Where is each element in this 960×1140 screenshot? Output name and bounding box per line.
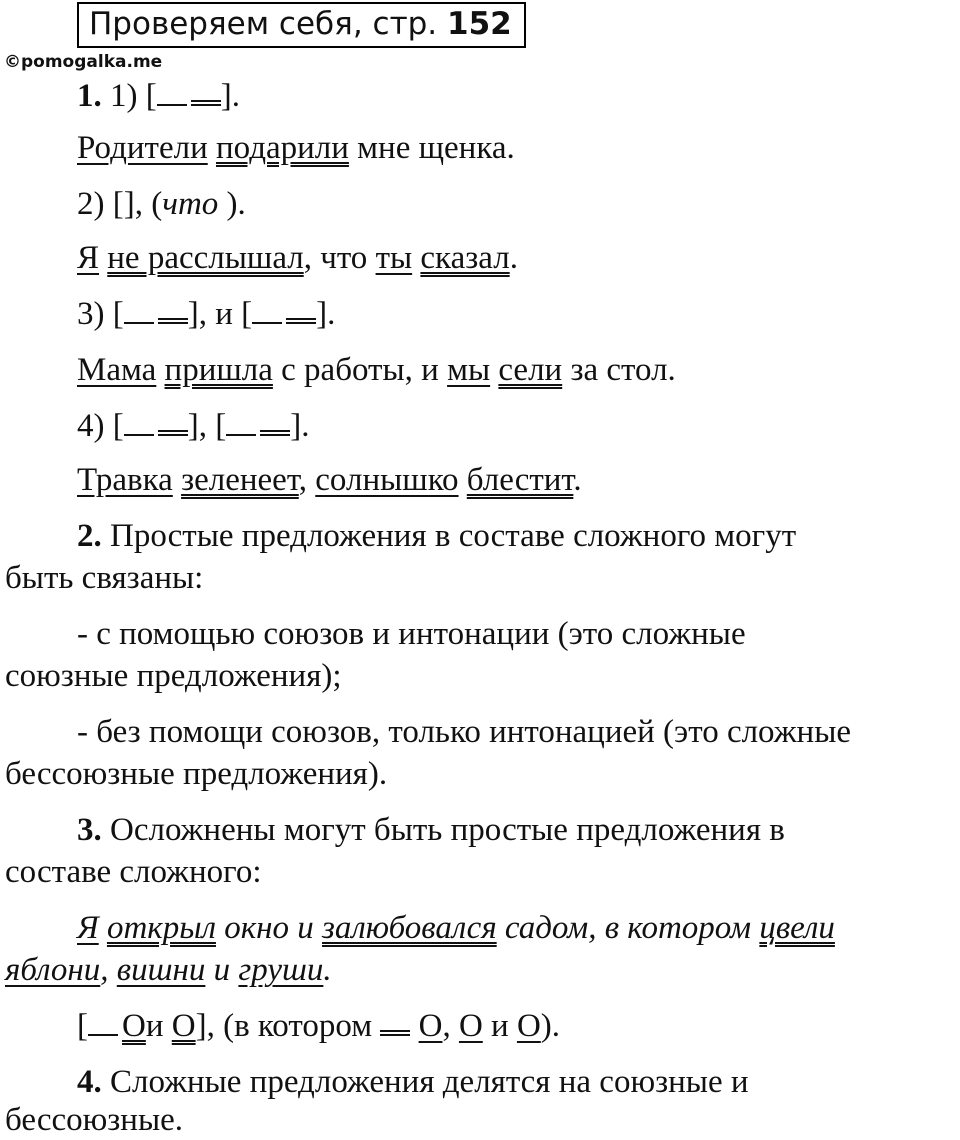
subject-mark [124, 296, 154, 324]
example-text: и [205, 952, 239, 988]
example-text: . [323, 952, 332, 988]
q1-scheme-2 [0, 184, 960, 224]
predicate-mark [158, 294, 188, 324]
subject-word: Родители [77, 130, 208, 166]
q2-bullet-2-line-1: - без помощи союзов, только интонацией (это сложные [77, 714, 852, 750]
predicate-mark [158, 406, 188, 436]
q1-sentence-1 [0, 128, 960, 168]
scheme-label: 1) [ [110, 78, 157, 114]
predicate-word: блестит [466, 462, 574, 498]
example-text: садом, в котором [496, 910, 760, 946]
section-title [77, 2, 526, 48]
predicate-mark [286, 294, 316, 324]
title-page: 152 [447, 6, 512, 42]
subject-word: груши [238, 952, 324, 988]
q2-number: 2. [77, 518, 102, 554]
q1-sentence-2 [0, 238, 960, 278]
subject-mark [157, 78, 187, 106]
q1-number: 1. [77, 78, 102, 114]
predicate-mark: О [122, 1008, 146, 1044]
scheme-text: [ [77, 1008, 88, 1044]
scheme-label: 3) [ [77, 296, 124, 332]
predicate-word: не расслышал [107, 240, 304, 276]
example-text: , [100, 952, 117, 988]
predicate-word: сели [498, 352, 563, 388]
q2-bullet-1-line-2: союзные предложения); [5, 658, 342, 694]
q2-bullet-2-line-2: бессоюзные предложения). [5, 756, 388, 792]
scheme-text: , [442, 1008, 459, 1044]
subject-mark: О [458, 1008, 483, 1044]
predicate-word: зеленеет [181, 462, 299, 498]
q3-example-line-1 [0, 908, 960, 948]
paragraph-text: Простые предложения в составе сложного могут [101, 518, 797, 554]
subject-word: Я [77, 910, 99, 946]
q2-line-1 [0, 516, 960, 556]
title-text: Проверяем себя, стр. [89, 6, 448, 42]
subject-mark: О [418, 1008, 443, 1044]
q1-sentence-3 [0, 350, 960, 390]
q2-bullet-1-line-1: - с помощью союзов и интонации (это сложные [77, 616, 746, 652]
subject-word: солнышко [315, 462, 459, 498]
sentence-text: . [573, 462, 582, 498]
scheme-text: ], [ [187, 408, 227, 444]
subject-mark [88, 1008, 118, 1036]
scheme-text: и [482, 1008, 517, 1044]
subject-mark [252, 296, 282, 324]
predicate-mark [191, 76, 221, 106]
q1-scheme-1 [0, 76, 960, 116]
subject-mark [124, 408, 154, 436]
predicate-word: цвели [759, 910, 835, 946]
sentence-text: , [298, 462, 316, 498]
scheme-text: ). [218, 186, 246, 222]
paragraph-text: Осложнены могут быть простые предложения в [101, 812, 785, 848]
predicate-word: подарили [215, 130, 349, 166]
subject-word: мы [447, 352, 491, 388]
scheme-label: 4) [ [77, 408, 124, 444]
scheme-end: ]. [290, 408, 310, 444]
paragraph-text: Сложные предложения делятся на союзные и [101, 1064, 749, 1100]
q4-line-1 [0, 1062, 960, 1102]
watermark: ©pomogalka.me [4, 52, 163, 72]
subject-word: Мама [77, 352, 157, 388]
scheme-text: 2) [], ( [77, 186, 163, 222]
sentence-text: за стол. [562, 352, 676, 388]
predicate-word: залюбовался [322, 910, 497, 946]
subject-word: яблони [5, 952, 101, 988]
scheme-text: и [145, 1008, 172, 1044]
scheme-text: ], и [ [187, 296, 253, 332]
predicate-word: сказал [420, 240, 510, 276]
subject-word: Травка [77, 462, 173, 498]
q1-scheme-3 [0, 294, 960, 334]
scheme-text: ). [540, 1008, 561, 1044]
q1-scheme-4 [0, 406, 960, 446]
predicate-mark: О [171, 1008, 196, 1044]
scheme-conjunction: что [162, 186, 219, 222]
scheme-text: ], (в котором [195, 1008, 381, 1044]
sentence-text: , что [303, 240, 376, 276]
scheme-end: ]. [316, 296, 336, 332]
subject-word: ты [375, 240, 413, 276]
scheme-end: ]. [220, 78, 240, 114]
q3-number: 3. [77, 812, 102, 848]
sentence-text: . [509, 240, 518, 276]
predicate-mark [260, 406, 290, 436]
example-text: окно и [215, 910, 323, 946]
predicate-word: открыл [106, 910, 216, 946]
subject-mark [226, 408, 256, 436]
q3-example-line-2 [0, 950, 960, 990]
subject-word: вишни [116, 952, 206, 988]
subject-word: Я [77, 240, 100, 276]
q3-scheme [0, 1006, 960, 1046]
q1-sentence-4 [0, 460, 960, 500]
sentence-text: мне щенка. [348, 130, 515, 166]
q3-line-2: составе сложного: [5, 854, 262, 890]
q4-line-2: бессоюзные. [5, 1102, 184, 1138]
predicate-word: пришла [164, 352, 273, 388]
sentence-text: с работы, и [272, 352, 448, 388]
q2-line-2: быть связаны: [5, 560, 204, 596]
predicate-mark [380, 1006, 410, 1036]
q4-number: 4. [77, 1064, 102, 1100]
q3-line-1 [0, 810, 960, 850]
subject-mark: О [516, 1008, 541, 1044]
